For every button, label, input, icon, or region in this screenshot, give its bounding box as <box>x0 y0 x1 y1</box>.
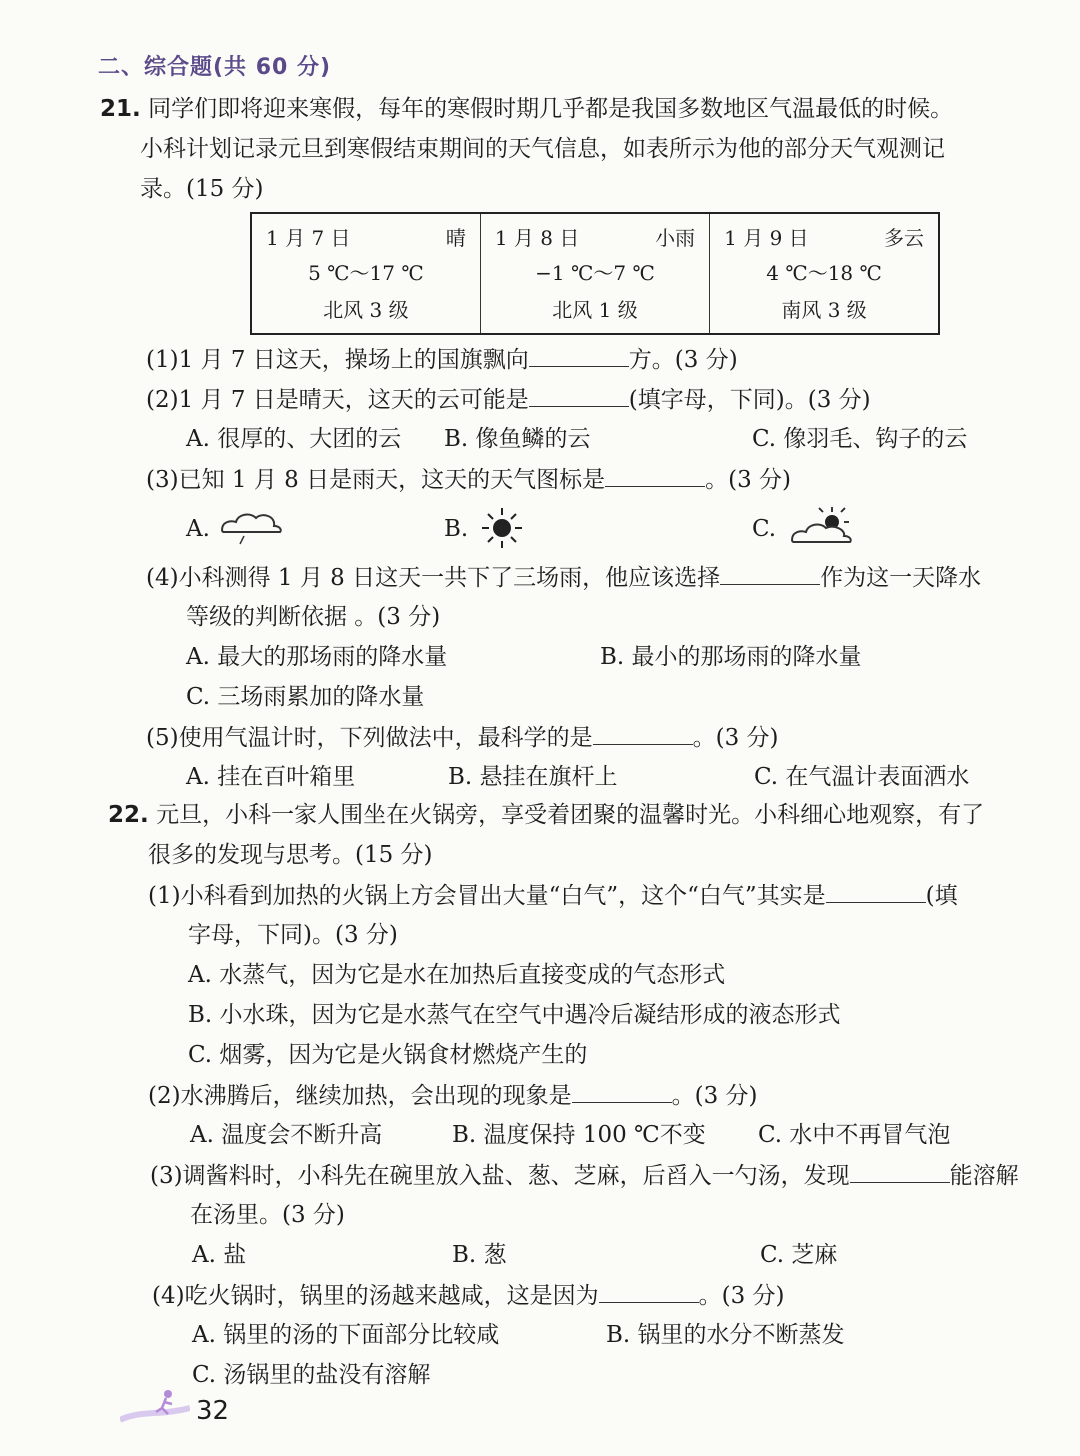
partly-cloudy-icon <box>788 504 854 546</box>
q21-part4-option-c: C. 三场雨累加的降水量 <box>186 684 425 710</box>
q22-stem-line2: 很多的发现与思考。(15 分) <box>148 842 433 868</box>
q22-part1-option-b: B. 小水珠，因为它是水蒸气在空气中遇冷后凝结形成的液态形式 <box>188 1002 841 1028</box>
temperature: 4 ℃～18 ℃ <box>766 261 882 285</box>
weather: 多云 <box>884 226 924 250</box>
answer-blank[interactable] <box>599 1280 699 1303</box>
wind: 北风 3 级 <box>323 298 409 322</box>
q21-number: 21. <box>100 96 141 122</box>
q21-part3-label-a: A. <box>186 516 210 542</box>
q21-stem-line3: 录。(15 分) <box>140 176 264 202</box>
date: 1 月 8 日 <box>494 226 580 250</box>
q21-part2-option-a: A. 很厚的、大团的云 <box>186 426 402 452</box>
temperature: 5 ℃～17 ℃ <box>308 261 424 285</box>
section-title: 二、综合题(共 60 分) <box>98 55 332 80</box>
q22-part4-option-b: B. 锅里的水分不断蒸发 <box>606 1322 845 1348</box>
q22-part4-text: (4)吃火锅时，锅里的汤越来越咸，这是因为 <box>152 1283 599 1309</box>
q22-stem-text1: 元旦，小科一家人围坐在火锅旁，享受着团聚的温馨时光。小科细心地观察，有了 <box>156 802 985 828</box>
q21-part4 <box>146 562 981 593</box>
q22-part2-text: (2)水沸腾后，继续加热，会出现的现象是 <box>148 1083 572 1109</box>
q22-part4 <box>152 1280 784 1311</box>
q21-part5 <box>146 722 778 753</box>
q21-part3 <box>146 464 791 495</box>
q21-part5-text: (5)使用气温计时，下列做法中，最科学的是 <box>146 725 593 751</box>
wind: 北风 1 级 <box>552 298 638 322</box>
weather-cell-day1 <box>251 213 480 334</box>
q21-part4-tail: 作为这一天降水 <box>820 565 982 591</box>
q21-part3-label-b: B. <box>444 516 469 542</box>
temperature: −1 ℃～7 ℃ <box>535 261 655 285</box>
q22-part2-option-a: A. 温度会不断升高 <box>190 1122 383 1148</box>
answer-blank[interactable] <box>572 1080 672 1103</box>
weather-cell-day3 <box>710 213 939 334</box>
q22-part3-option-a: A. 盐 <box>192 1242 247 1268</box>
answer-blank[interactable] <box>529 344 629 367</box>
q21-part2-text: (2)1 月 7 日是晴天，这天的云可能是 <box>146 387 529 413</box>
q22-part1 <box>148 880 958 911</box>
q21-part5-tail: 。(3 分) <box>692 725 779 751</box>
q22-part2-tail: 。(3 分) <box>671 1083 758 1109</box>
q22-part1-option-a: A. 水蒸气，因为它是水在加热后直接变成的气态形式 <box>188 962 726 988</box>
q21-part1-text: (1)1 月 7 日这天，操场上的国旗飘向 <box>146 347 529 373</box>
weather-cell-day2 <box>480 213 709 334</box>
q22-part3-option-b: B. 葱 <box>452 1242 507 1268</box>
q21-stem-line1 <box>100 94 953 124</box>
q21-part4-line2: 等级的判断依据 。(3 分) <box>186 604 441 630</box>
rain-cloud-icon <box>218 508 284 546</box>
q21-part4-option-b: B. 最小的那场雨的降水量 <box>600 644 862 670</box>
q22-part2-option-b: B. 温度保持 100 ℃不变 <box>452 1122 706 1148</box>
q21-part4-option-a: A. 最大的那场雨的降水量 <box>186 644 448 670</box>
answer-blank[interactable] <box>593 722 693 745</box>
date: 1 月 9 日 <box>724 226 809 250</box>
q22-part4-option-a: A. 锅里的汤的下面部分比较咸 <box>192 1322 500 1348</box>
q21-part5-option-c: C. 在气温计表面洒水 <box>754 764 970 790</box>
answer-blank[interactable] <box>605 464 705 487</box>
q21-stem-text1: 同学们即将迎来寒假，每年的寒假时期几乎都是我国多数地区气温最低的时候。 <box>148 96 954 122</box>
q21-part2-option-b: B. 像鱼鳞的云 <box>444 426 591 452</box>
q21-part2-option-c: C. 像羽毛、钩子的云 <box>752 426 968 452</box>
q21-part2 <box>146 384 871 415</box>
q21-stem-line2: 小科计划记录元旦到寒假结束期间的天气信息，如表所示为他的部分天气观测记 <box>140 136 945 162</box>
q22-part1-option-c: C. 烟雾，因为它是火锅食材燃烧产生的 <box>188 1042 588 1068</box>
q22-part2-option-c: C. 水中不再冒气泡 <box>758 1122 951 1148</box>
q22-part3-text: (3)调酱料时，小科先在碗里放入盐、葱、芝麻，后舀入一勺汤，发现 <box>150 1163 850 1189</box>
q21-part5-option-b: B. 悬挂在旗杆上 <box>448 764 618 790</box>
q21-part3-label-c: C. <box>752 516 777 542</box>
q21-part4-text: (4)小科测得 1 月 8 日这天一共下了三场雨，他应该选择 <box>146 565 721 591</box>
q21-part1 <box>146 344 738 375</box>
q22-part3-line2: 在汤里。(3 分) <box>190 1202 345 1228</box>
q22-part3 <box>150 1160 1019 1191</box>
q21-part2-tail: (填字母，下同)。(3 分) <box>628 387 871 413</box>
q22-part1-line2: 字母，下同)。(3 分) <box>188 922 398 948</box>
weather: 小雨 <box>655 226 696 250</box>
q21-part1-tail: 方。(3 分) <box>628 347 738 373</box>
page-number: 32 <box>196 1396 230 1426</box>
q22-part4-tail: 。(3 分) <box>698 1283 785 1309</box>
runner-decoration-icon <box>120 1380 190 1430</box>
answer-blank[interactable] <box>850 1160 950 1183</box>
q22-part3-option-c: C. 芝麻 <box>760 1242 838 1268</box>
weather-table <box>250 212 940 335</box>
sun-icon <box>480 506 524 550</box>
answer-blank[interactable] <box>720 562 820 585</box>
q22-part1-tail: (填 <box>925 883 958 909</box>
date: 1 月 7 日 <box>266 226 351 250</box>
wind: 南风 3 级 <box>781 298 867 322</box>
answer-blank[interactable] <box>529 384 629 407</box>
answer-blank[interactable] <box>826 880 926 903</box>
q22-part3-tail: 能溶解 <box>949 1163 1019 1189</box>
q21-part3-tail: 。(3 分) <box>705 467 791 493</box>
q22-stem-line1 <box>108 800 984 830</box>
q22-part1-text: (1)小科看到加热的火锅上方会冒出大量“白气”，这个“白气”其实是 <box>148 883 826 909</box>
q22-number: 22. <box>108 802 149 828</box>
q22-part4-option-c: C. 汤锅里的盐没有溶解 <box>192 1362 431 1388</box>
q21-part3-text: (3)已知 1 月 8 日是雨天，这天的天气图标是 <box>146 467 606 493</box>
q21-part5-option-a: A. 挂在百叶箱里 <box>186 764 356 790</box>
q22-part2 <box>148 1080 757 1111</box>
weather: 晴 <box>445 226 466 250</box>
